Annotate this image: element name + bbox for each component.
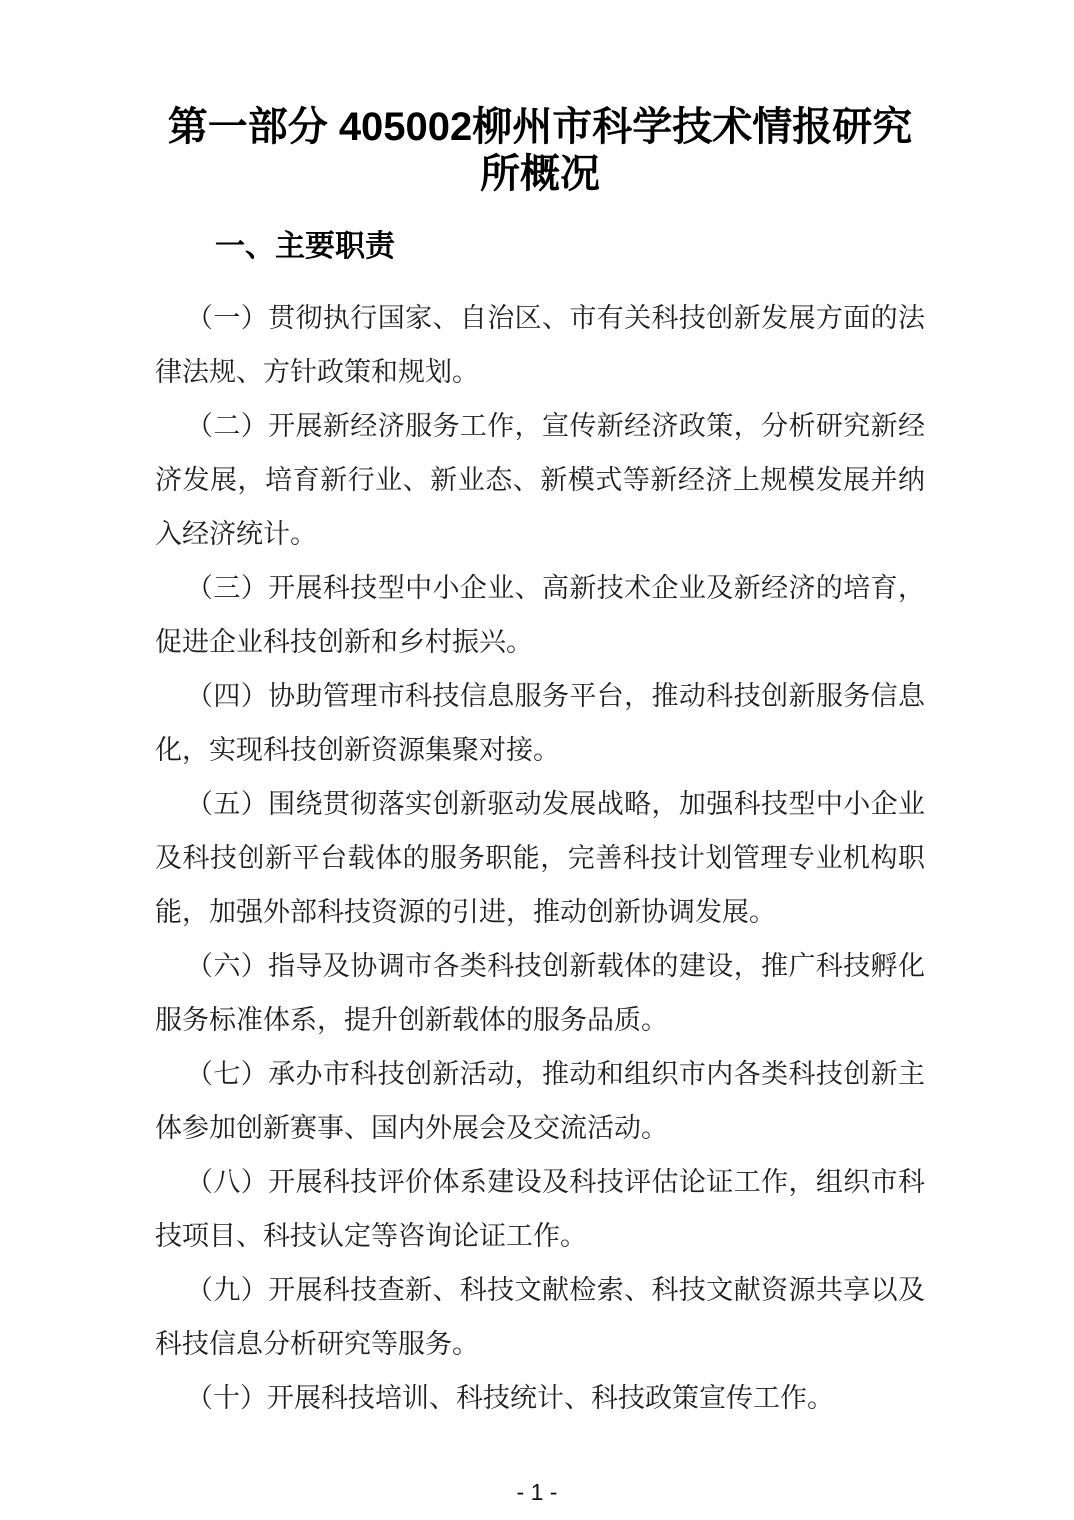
paragraph-2: （二）开展新经济服务工作，宣传新经济政策，分析研究新经济发展，培育新行业、新业态、新模式等新经济上规模发展并纳入经济统计。: [155, 411, 925, 549]
document-title: 第一部分 405002柳州市科学技术情报研究所概况: [167, 105, 913, 196]
paragraph-7: （七）承办市科技创新活动，推动和组织市内各类科技创新主体参加创新赛事、国内外展会及交流活动。: [155, 1059, 925, 1143]
paragraph-8: （八）开展科技评价体系建设及科技评估论证工作，组织市科技项目、科技认定等咨询论证工作。: [155, 1167, 925, 1251]
document-body: [155, 291, 925, 1425]
page-number: - 1 -: [516, 1479, 558, 1505]
paragraph-1: （一）贯彻执行国家、自治区、市有关科技创新发展方面的法律法规、方针政策和规划。: [155, 303, 925, 387]
paragraph-6: （六）指导及协调市各类科技创新载体的建设，推广科技孵化服务标准体系，提升创新载体的服务品质。: [155, 951, 925, 1035]
paragraph-9: （九）开展科技查新、科技文献检索、科技文献资源共享以及科技信息分析研究等服务。: [155, 1275, 925, 1359]
paragraph-3: （三）开展科技型中小企业、高新技术企业及新经济的培育，促进企业科技创新和乡村振兴。: [155, 573, 925, 657]
section-heading: 一、主要职责: [215, 230, 395, 263]
paragraph-5: （五）围绕贯彻落实创新驱动发展战略，加强科技型中小企业及科技创新平台载体的服务职能，完善科技计划管理专业机构职能，加强外部科技资源的引进，推动创新协调发展。: [155, 789, 925, 927]
paragraph-4: （四）协助管理市科技信息服务平台，推动科技创新服务信息化，实现科技创新资源集聚对接。: [155, 681, 925, 765]
paragraph-10: （十）开展科技培训、科技统计、科技政策宣传工作。: [186, 1383, 834, 1413]
